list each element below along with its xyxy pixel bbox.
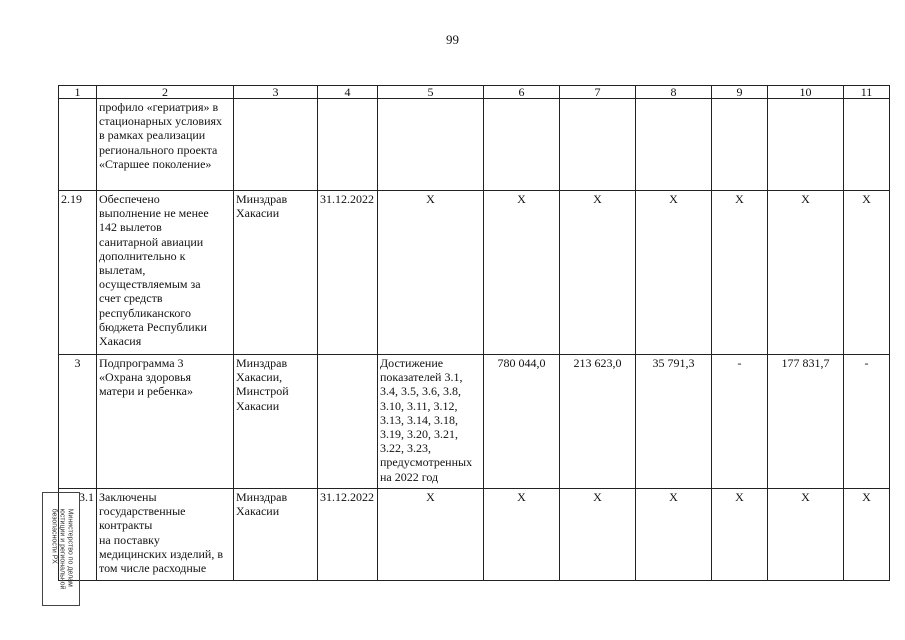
cell-col8: Х: [636, 489, 712, 581]
header-cell: 11: [844, 86, 890, 99]
cell-indicator: [378, 99, 484, 191]
cell-col9: [712, 99, 768, 191]
cell-col7: [560, 99, 636, 191]
document-table: [58, 85, 890, 581]
cell-col11: Х: [844, 191, 890, 355]
table-row: [59, 355, 890, 489]
cell-col6: Х: [484, 191, 560, 355]
cell-col7: Х: [560, 191, 636, 355]
cell-description: Подпрограмма 3 «Охрана здоровья матери и ребенка»: [97, 355, 234, 489]
cell-executor: Минздрав Хакасии: [234, 191, 318, 355]
cell-col10: 177 831,7: [768, 355, 844, 489]
cell-num: 3: [59, 355, 97, 489]
cell-col11: [844, 99, 890, 191]
cell-col10: Х: [768, 489, 844, 581]
cell-col7: Х: [560, 489, 636, 581]
cell-col6: Х: [484, 489, 560, 581]
cell-indicator: Достижение показателей 3.1, 3.4, 3.5, 3.6, 3.8, 3.10, 3.11, 3.12, 3.13, 3.14, 3.18, 3.19, 3.20, 3.21, 3.22, 3.23, предусмотренных на 2022 год: [378, 355, 484, 489]
header-cell: 9: [712, 86, 768, 99]
cell-num: 2.19: [59, 191, 97, 355]
cell-executor: Минздрав Хакасии, Минстрой Хакасии: [234, 355, 318, 489]
page-number: 99: [446, 32, 459, 47]
cell-col10: Х: [768, 191, 844, 355]
header-cell: 2: [97, 86, 234, 99]
cell-col9: -: [712, 355, 768, 489]
cell-col7: 213 623,0: [560, 355, 636, 489]
cell-date: 31.12.2022: [318, 489, 378, 581]
cell-description: Заключены государственные контракты на поставку медицинских изделий, в том числе расходные: [97, 489, 234, 581]
cell-date: [318, 99, 378, 191]
header-cell: 4: [318, 86, 378, 99]
cell-col8: [636, 99, 712, 191]
header-cell: 10: [768, 86, 844, 99]
header-cell: 7: [560, 86, 636, 99]
cell-description: Обеспечено выполнение не менее 142 вылетов санитарной авиации дополнительно к вылетам, осуществляемым за счет средств республиканского бюджета Республики Хакасия: [97, 191, 234, 355]
cell-indicator: Х: [378, 489, 484, 581]
cell-col9: Х: [712, 191, 768, 355]
table-header-row: [59, 86, 890, 99]
cell-col10: [768, 99, 844, 191]
cell-executor: [234, 99, 318, 191]
cell-col6: 780 044,0: [484, 355, 560, 489]
header-cell: 8: [636, 86, 712, 99]
table-row: [59, 99, 890, 191]
cell-col8: 35 791,3: [636, 355, 712, 489]
cell-col11: -: [844, 355, 890, 489]
cell-col11: Х: [844, 489, 890, 581]
cell-indicator: Х: [378, 191, 484, 355]
header-cell: 6: [484, 86, 560, 99]
cell-executor: Минздрав Хакасии: [234, 489, 318, 581]
header-cell: 3: [234, 86, 318, 99]
cell-date: 31.12.2022: [318, 191, 378, 355]
cell-description: профило «гериатрия» в стационарных условиях в рамках реализации регионального проекта «Старшее поколение»: [97, 99, 234, 191]
cell-col9: Х: [712, 489, 768, 581]
cell-num: 3.1: [59, 489, 97, 581]
registration-stamp: [42, 492, 80, 606]
cell-num: [59, 99, 97, 191]
stamp-text: Министерство по делам юстиции и региональной безопасности РХ: [50, 508, 73, 590]
table-row: [59, 191, 890, 355]
cell-date: [318, 355, 378, 489]
table-row: [59, 489, 890, 581]
cell-col6: [484, 99, 560, 191]
header-cell: 5: [378, 86, 484, 99]
cell-col8: Х: [636, 191, 712, 355]
header-cell: 1: [59, 86, 97, 99]
